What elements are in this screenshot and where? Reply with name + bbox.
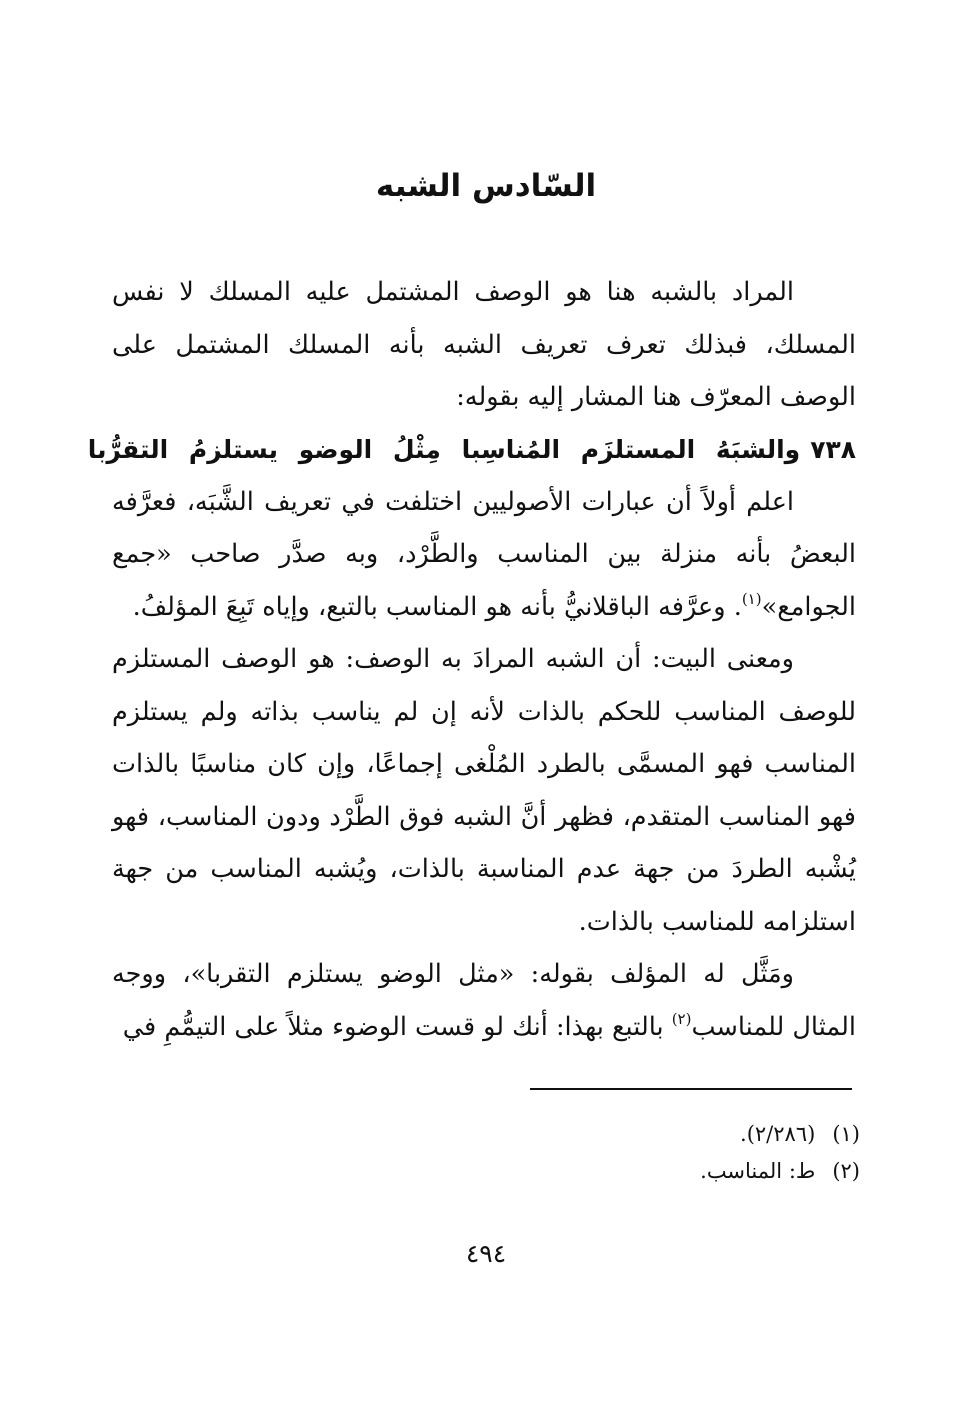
- page-number: ٤٩٤: [465, 1239, 507, 1268]
- example-text-start: ومَثَّل له المؤلف بقوله: «مثل الوضو يستلزم التقربا»، ووجه المثال للمناسب: [112, 959, 856, 1042]
- section-title: السّادس الشبه: [375, 168, 597, 204]
- definition-text-start: اعلم أولاً أن عبارات الأصوليين اختلفت في تعريف الشَّبَه، فعرَّفه البعضُ بأنه منزلة بين المناسب والطَّرْد، وبه صدَّر صاحب «جمع الجوامع»: [112, 486, 856, 622]
- footnote-1: [116, 1116, 860, 1153]
- footnote-text: (٢/٢٨٦).: [740, 1122, 816, 1146]
- example-paragraph: [112, 948, 856, 1053]
- verse-text: والشبَهُ المستلزَم المُناسِبا مِثْلُ الوضو يستلزمُ التقرُّبا: [87, 434, 801, 464]
- footnotes: [116, 1116, 860, 1190]
- verse-line: [87, 424, 856, 476]
- definition-paragraph: [112, 476, 856, 634]
- footnote-reference-1[interactable]: (١): [741, 589, 762, 608]
- verse-number: ٧٣٨: [810, 434, 856, 464]
- definition-text-end: . وعرَّفه الباقلانيُّ بأنه هو المناسب بالتبع، وإياه تَبِعَ المؤلفُ.: [132, 591, 742, 622]
- main-text: [87, 266, 856, 1053]
- footnote-number: (٢): [832, 1159, 860, 1183]
- footnote-reference-2[interactable]: (٢): [671, 1009, 692, 1028]
- footnote-text: ط: المناسب.: [700, 1159, 816, 1183]
- footnote-divider: [530, 1088, 852, 1090]
- verse-meaning-paragraph: ومعنى البيت: أن الشبه المرادَ به الوصف: هو الوصف المستلزم للوصف المناسب للحكم بالذات لأنه إن لم يناسب بذاته ولم يستلزم المناسب فهو المسمَّى بالطرد المُلْغى إجماعًا، وإن كان مناسبًا بالذات فهو المناسب المتقدم، فظهر أنَّ الشبه فوق الطَّرْد ودون المناسب، فهو يُشْبه الطردَ من جهة عدم المناسبة بالذات، ويُشبه المناسب من جهة استلزامه للمناسب بالذات.: [112, 644, 856, 937]
- intro-paragraph: المراد بالشبه هنا هو الوصف المشتمل عليه المسلك لا نفس المسلك، فبذلك تعرف تعريف الشبه بأنه المسلك المشتمل على الوصف المعرّف هنا المشار إليه بقوله:: [112, 277, 856, 412]
- example-text-end: بالتبع بهذا: أنك لو قست الوضوء مثلاً على التيمُّمِ في: [122, 1011, 672, 1042]
- footnote-number: (١): [832, 1122, 860, 1146]
- footnote-2: [116, 1153, 860, 1190]
